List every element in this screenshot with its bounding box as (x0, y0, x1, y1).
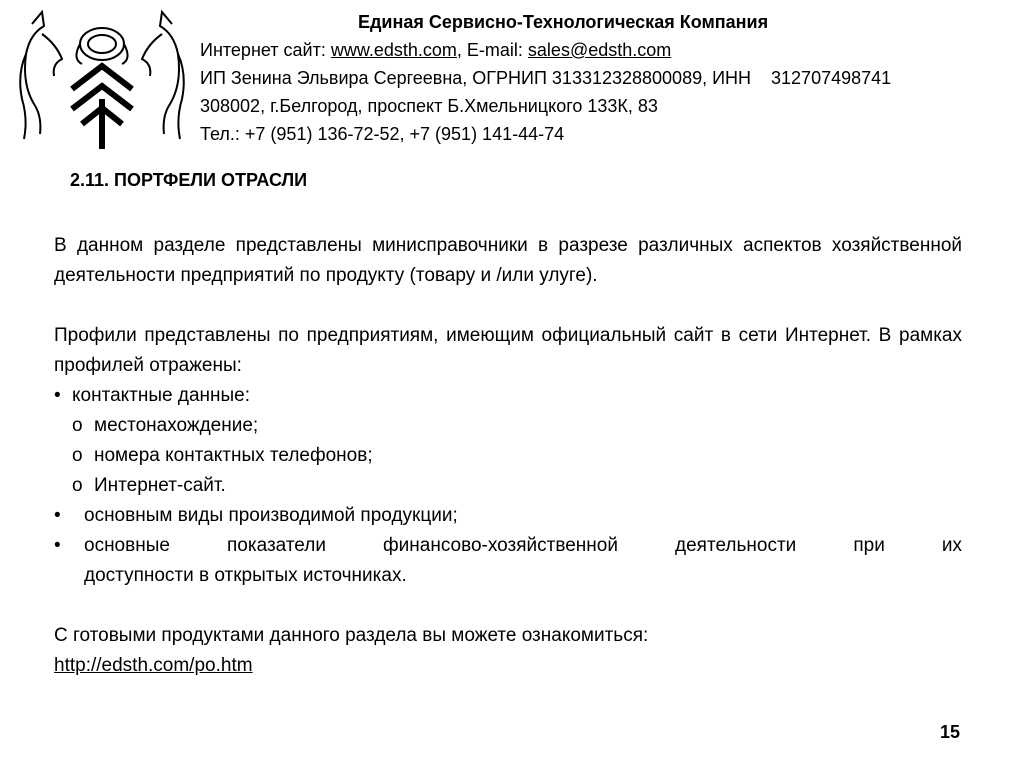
sub-bullet-mark: o (72, 445, 83, 466)
list-item (54, 531, 962, 591)
sub-list-item (54, 411, 962, 441)
products-link[interactable]: http://edsth.com/po.htm (54, 655, 253, 676)
company-name: Единая Сервисно-Технологическая Компания (358, 12, 769, 32)
page-number: 15 (940, 722, 961, 742)
phones: Тел.: +7 (951) 136-72-52, +7 (951) 141-44-74 (200, 124, 565, 144)
sub-bullet-mark: o (72, 475, 83, 496)
sub-list-item-label: местонахождение; (94, 415, 259, 436)
section-title: 2.11. ПОРТФЕЛИ ОТРАСЛИ (70, 170, 308, 190)
bullet-mark: • (54, 505, 61, 526)
list-item-label: контактные данные: (72, 385, 251, 406)
email-link[interactable]: sales@edsth.com (527, 40, 672, 60)
bullet-mark: • (54, 535, 61, 556)
ip-details: ИП Зенина Эльвира Сергеевна, ОГРНИП 313312328800089, ИНН 312707498741 (200, 68, 892, 88)
paragraph-intro: В данном разделе представлены минисправочники в разрезе различных аспектов хозяйственной деятельности предприятий по продукту (товару и /или улуге). (54, 235, 962, 286)
list-item-label: основным виды производимой продукции; (84, 505, 458, 526)
list-item-label-continued: доступности в открытых источниках. (84, 565, 407, 586)
sub-list-item (54, 441, 962, 471)
company-header (200, 8, 1000, 148)
website-link[interactable]: www.edsth.com (330, 40, 457, 60)
address: 308002, г.Белгород, проспект Б.Хмельницкого 133К, 83 (200, 96, 658, 116)
email-label: , E-mail: (456, 40, 528, 60)
body-text (54, 231, 962, 681)
site-label: Интернет сайт: (200, 40, 331, 60)
sub-list-item-label: Интернет-сайт. (94, 475, 226, 496)
closing-text: С готовыми продуктами данного раздела вы можете ознакомиться: (54, 625, 649, 646)
list-item-label: основные показатели финансово-хозяйственной деятельности при их (84, 535, 962, 556)
sub-list-item-label: номера контактных телефонов; (94, 445, 373, 466)
sub-list-item (54, 471, 962, 501)
contact-line (200, 36, 1000, 64)
company-logo-icon (12, 4, 192, 154)
list-item (54, 501, 962, 531)
bullet-mark: • (54, 385, 61, 406)
paragraph-profiles: Профили представлены по предприятиям, имеющим официальный сайт в сети Интернет. В рамках профилей отражены: (54, 325, 962, 376)
sub-bullet-mark: o (72, 415, 83, 436)
list-item (54, 381, 962, 411)
